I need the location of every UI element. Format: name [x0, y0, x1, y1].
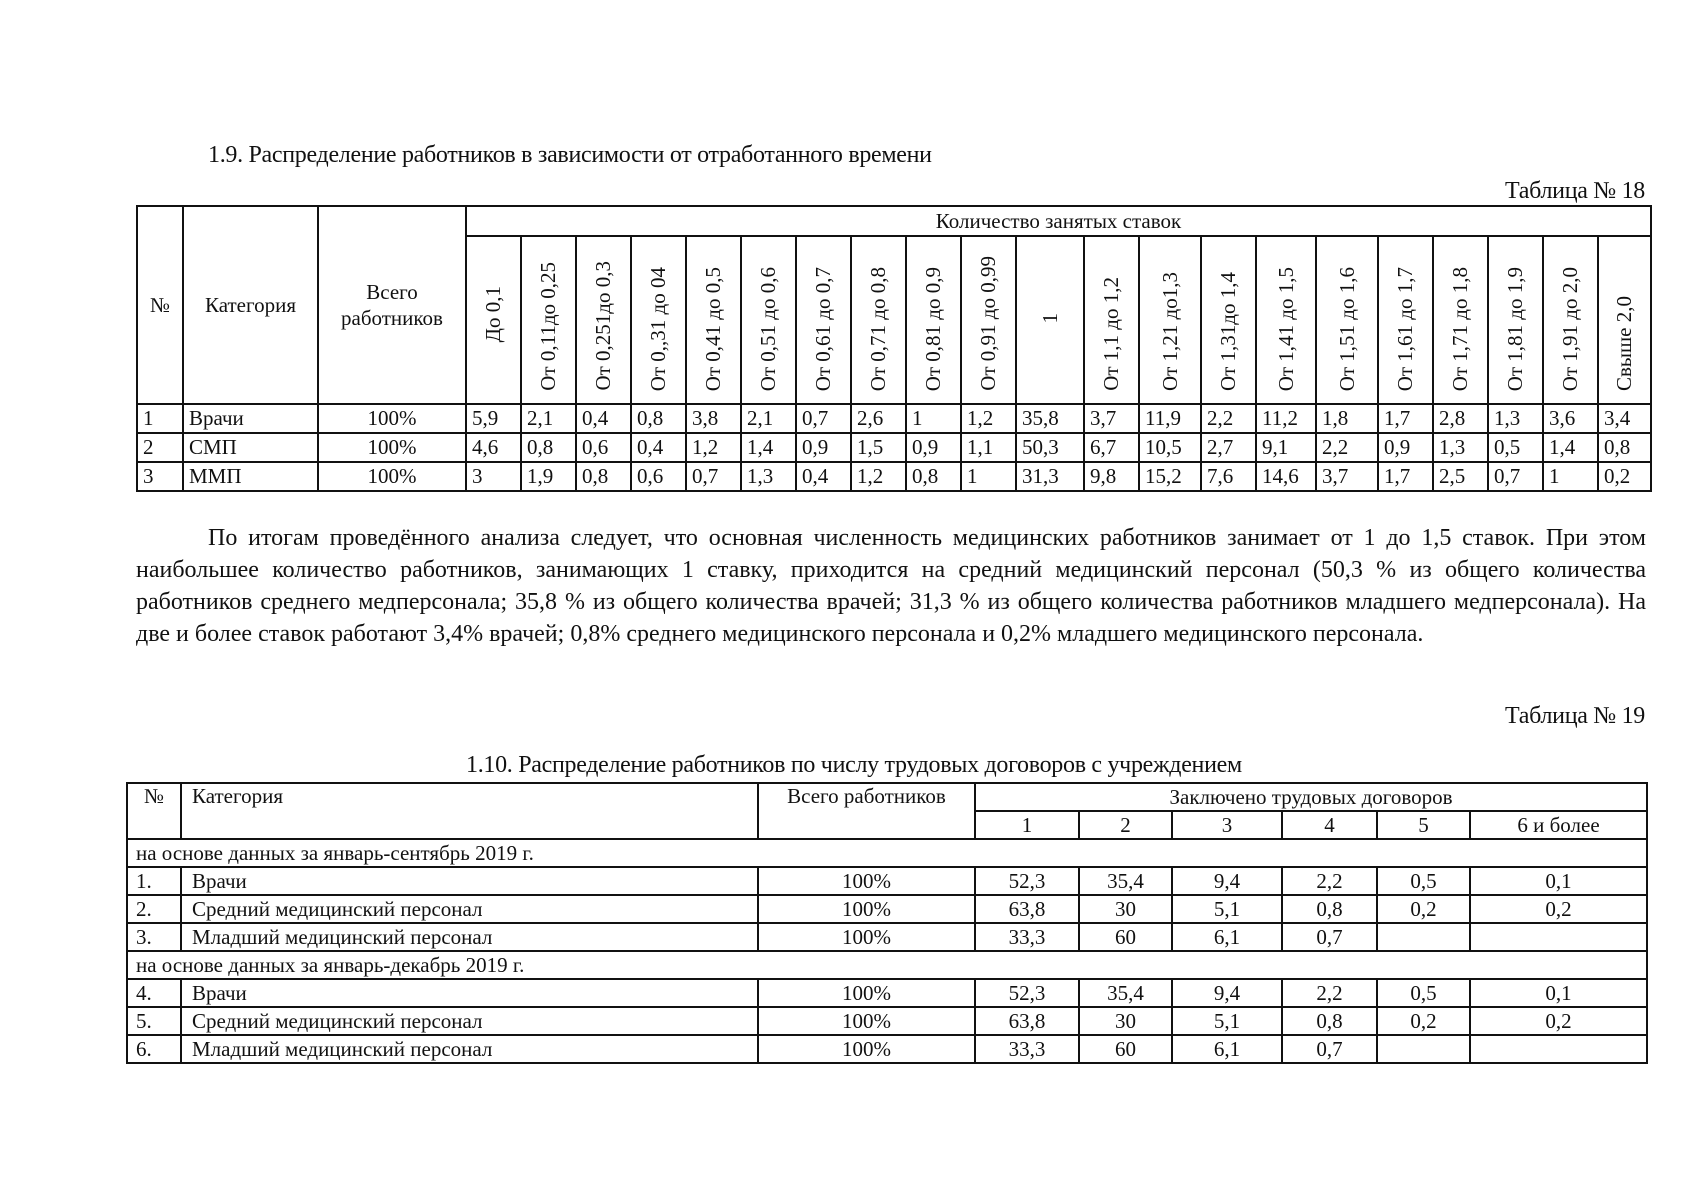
- t18-header-range: [1016, 236, 1084, 404]
- t18-header-range: [686, 236, 741, 404]
- t19-header-group: Заключено трудовых договоров: [975, 783, 1647, 811]
- t18-cell-value: 1,5: [851, 433, 906, 462]
- t19-cell-value: 9,4: [1172, 867, 1282, 895]
- t18-cell-value: 11,2: [1256, 404, 1316, 433]
- t18-cell-value: 5,9: [466, 404, 521, 433]
- t19-cell-value: [1470, 1035, 1647, 1063]
- table-row: [127, 923, 1647, 951]
- t19-cell-num: 4.: [127, 979, 181, 1007]
- t18-header-range-text: От 1,91 до 2,0: [1558, 266, 1582, 391]
- t18-cell-value: 0,8: [576, 462, 631, 491]
- t18-cell-value: 0,6: [631, 462, 686, 491]
- t18-cell-value: 3,7: [1084, 404, 1139, 433]
- t18-cell-value: 2,6: [851, 404, 906, 433]
- t19-cell-value: 52,3: [975, 979, 1079, 1007]
- t18-cell-value: 15,2: [1139, 462, 1201, 491]
- t18-cell-value: 2,8: [1433, 404, 1488, 433]
- t18-header-range-text: Свыше 2,0: [1612, 295, 1637, 391]
- t18-header-range: [466, 236, 521, 404]
- table-19: [126, 782, 1648, 1064]
- t18-header-range-text: От 0,91 до 0,99: [976, 256, 1000, 391]
- t19-header-col: 3: [1172, 811, 1282, 839]
- t18-header-total: [318, 206, 466, 404]
- t18-header-range-text: От 1,41 до 1,5: [1273, 266, 1298, 391]
- t18-cell-value: 1,7: [1378, 404, 1433, 433]
- t19-cell-value: 0,2: [1377, 895, 1470, 923]
- t18-cell-value: 1,4: [741, 433, 796, 462]
- t19-cell-value: 63,8: [975, 1007, 1079, 1035]
- section-1-9-title: 1.9. Распределение работников в зависимости от отработанного времени: [208, 142, 932, 168]
- t18-cell-value: 3,4: [1598, 404, 1651, 433]
- t18-header-range: [1598, 236, 1651, 404]
- t19-cell-value: 0,1: [1470, 979, 1647, 1007]
- t18-cell-value: 1,1: [961, 433, 1016, 462]
- t18-cell-total: 100%: [318, 462, 466, 491]
- t18-cell-num: 3: [137, 462, 183, 491]
- t18-cell-total: 100%: [318, 404, 466, 433]
- t18-header-range: [851, 236, 906, 404]
- t18-cell-value: 1,3: [741, 462, 796, 491]
- t18-header-range: [796, 236, 851, 404]
- table-row: [127, 979, 1647, 1007]
- t19-cell-category: Врачи: [181, 979, 758, 1007]
- t18-header-range-text: От 0,11до 0,25: [536, 262, 560, 391]
- t19-header-category: Категория: [181, 783, 758, 839]
- t19-cell-category: Средний медицинский персонал: [181, 895, 758, 923]
- t18-header-num: №: [137, 206, 183, 404]
- t18-cell-value: 0,2: [1598, 462, 1651, 491]
- t19-cell-value: 0,1: [1470, 867, 1647, 895]
- t18-header-range: [631, 236, 686, 404]
- t18-cell-total: 100%: [318, 433, 466, 462]
- t19-header-total: Всего работников: [758, 783, 975, 839]
- t19-cell-value: 0,7: [1282, 923, 1377, 951]
- t19-section-label: на основе данных за январь-сентябрь 2019 г.: [127, 839, 1647, 867]
- t19-cell-value: 0,5: [1377, 867, 1470, 895]
- t18-cell-value: 6,7: [1084, 433, 1139, 462]
- t18-header-range: [1256, 236, 1316, 404]
- t18-header-range-text: 1: [1037, 313, 1062, 324]
- analysis-text: По итогам проведённого анализа следует, что основная численность медицинских работников занимает от 1 до 1,5 ставок. При этом наибольшее количество работников, занимающих 1 ставку, приходится на средний медицинский персонал (50,3 % из общего количества работников среднего медперсонала; 35,8 % из общего количества врачей; 31,3 % из общего количества работников младшего медперсонала). На две и более ставок работают 3,4% врачей; 0,8% среднего медицинского персонала и 0,2% младшего медицинского персонала.: [136, 525, 1646, 647]
- t18-cell-value: 1,2: [851, 462, 906, 491]
- t19-cell-value: [1377, 1035, 1470, 1063]
- t18-header-range: [576, 236, 631, 404]
- t19-section-label: на основе данных за январь-декабрь 2019 г.: [127, 951, 1647, 979]
- t18-header-range: [1488, 236, 1543, 404]
- t18-cell-num: 1: [137, 404, 183, 433]
- section-row: [127, 839, 1647, 867]
- t18-cell-value: 2,1: [741, 404, 796, 433]
- t18-header-range: [906, 236, 961, 404]
- t18-header-category: Категория: [183, 206, 318, 404]
- t19-cell-total: 100%: [758, 923, 975, 951]
- t19-cell-value: 63,8: [975, 895, 1079, 923]
- t19-cell-category: Младший медицинский персонал: [181, 923, 758, 951]
- table-row: [127, 1035, 1647, 1063]
- t18-cell-value: 1: [961, 462, 1016, 491]
- t18-cell-value: 2,7: [1201, 433, 1256, 462]
- t18-header-group: Количество занятых ставок: [466, 206, 1651, 236]
- t18-cell-value: 0,7: [1488, 462, 1543, 491]
- t18-cell-value: 10,5: [1139, 433, 1201, 462]
- t19-cell-num: 2.: [127, 895, 181, 923]
- t18-cell-value: 1,3: [1488, 404, 1543, 433]
- t18-cell-num: 2: [137, 433, 183, 462]
- t18-cell-value: 50,3: [1016, 433, 1084, 462]
- t19-cell-total: 100%: [758, 867, 975, 895]
- t18-cell-value: 35,8: [1016, 404, 1084, 433]
- t19-cell-value: 0,2: [1470, 895, 1647, 923]
- t18-cell-value: 1,2: [686, 433, 741, 462]
- t18-cell-value: 0,8: [1598, 433, 1651, 462]
- t18-cell-value: 4,6: [466, 433, 521, 462]
- t18-cell-value: 0,8: [906, 462, 961, 491]
- t18-cell-value: 0,8: [521, 433, 576, 462]
- t19-header-col: 2: [1079, 811, 1172, 839]
- t18-cell-value: 7,6: [1201, 462, 1256, 491]
- t18-cell-value: 1: [1543, 462, 1598, 491]
- table-18-label: Таблица № 18: [1505, 178, 1645, 204]
- t19-cell-value: 0,8: [1282, 1007, 1377, 1035]
- t18-cell-value: 0,8: [631, 404, 686, 433]
- t18-header-range: [1139, 236, 1201, 404]
- t18-cell-value: 11,9: [1139, 404, 1201, 433]
- t19-cell-value: 30: [1079, 1007, 1172, 1035]
- table-row: [137, 404, 1651, 433]
- t18-cell-value: 1,8: [1316, 404, 1378, 433]
- t19-cell-value: 9,4: [1172, 979, 1282, 1007]
- t19-cell-category: Средний медицинский персонал: [181, 1007, 758, 1035]
- t19-cell-value: 5,1: [1172, 1007, 1282, 1035]
- t18-cell-value: 3,8: [686, 404, 741, 433]
- t18-cell-value: 0,5: [1488, 433, 1543, 462]
- t18-header-range-text: От 1,51 до 1,6: [1334, 266, 1359, 391]
- analysis-paragraph: [136, 522, 1646, 650]
- table-row: [127, 895, 1647, 923]
- t18-header-range-text: От 0,81 до 0,9: [921, 266, 945, 391]
- t18-header-range: [1378, 236, 1433, 404]
- t18-cell-value: 0,9: [906, 433, 961, 462]
- t18-cell-value: 3,6: [1543, 404, 1598, 433]
- t19-cell-value: 2,2: [1282, 867, 1377, 895]
- t18-header-range: [961, 236, 1016, 404]
- t19-cell-total: 100%: [758, 895, 975, 923]
- t18-cell-category: ММП: [183, 462, 318, 491]
- t18-cell-value: 0,9: [796, 433, 851, 462]
- t18-header-range-text: От 0,71 до 0,8: [866, 266, 890, 391]
- t18-header-range-text: От 0,,31 до 04: [646, 266, 670, 391]
- t19-cell-value: 30: [1079, 895, 1172, 923]
- t18-cell-value: 0,4: [796, 462, 851, 491]
- t19-header-col: 1: [975, 811, 1079, 839]
- t18-header-range: [1433, 236, 1488, 404]
- t19-header-col: 4: [1282, 811, 1377, 839]
- t18-cell-value: 2,2: [1201, 404, 1256, 433]
- t18-cell-value: 9,8: [1084, 462, 1139, 491]
- t18-cell-value: 0,7: [796, 404, 851, 433]
- t19-cell-value: 33,3: [975, 1035, 1079, 1063]
- t19-cell-value: 52,3: [975, 867, 1079, 895]
- t18-header-range: [741, 236, 796, 404]
- t19-cell-value: 0,5: [1377, 979, 1470, 1007]
- t19-header-col: 5: [1377, 811, 1470, 839]
- t19-cell-value: 0,7: [1282, 1035, 1377, 1063]
- t18-cell-value: 0,4: [631, 433, 686, 462]
- t18-cell-value: 1,7: [1378, 462, 1433, 491]
- table-row: [127, 867, 1647, 895]
- t18-header-range-text: От 1,21 до1,3: [1157, 271, 1182, 391]
- t19-cell-value: 60: [1079, 923, 1172, 951]
- table-18: [136, 205, 1652, 492]
- table-19-label: Таблица № 19: [1505, 703, 1645, 729]
- t18-cell-value: 1: [906, 404, 961, 433]
- t19-cell-value: 0,2: [1470, 1007, 1647, 1035]
- t18-cell-value: 2,1: [521, 404, 576, 433]
- t19-cell-value: 2,2: [1282, 979, 1377, 1007]
- t19-cell-value: 6,1: [1172, 923, 1282, 951]
- t18-header-range-text: От 0,41 до 0,5: [701, 266, 725, 391]
- t18-header-range-text: От 0,251до 0,3: [591, 261, 615, 391]
- t18-header-range: [521, 236, 576, 404]
- t18-header-range-text: До 0,1: [481, 285, 505, 343]
- t18-header-range-text: От 0,61 до 0,7: [811, 266, 835, 391]
- t18-header-range-text: От 0,51 до 0,6: [756, 266, 780, 391]
- section-1-10-title: 1.10. Распределение работников по числу трудовых договоров с учреждением: [466, 752, 1242, 778]
- t18-cell-value: 1,9: [521, 462, 576, 491]
- t19-cell-category: Младший медицинский персонал: [181, 1035, 758, 1063]
- t19-header-num: №: [127, 783, 181, 839]
- t19-cell-num: 1.: [127, 867, 181, 895]
- t19-cell-value: 5,1: [1172, 895, 1282, 923]
- t18-header-range-text: От 1,31до 1,4: [1216, 271, 1240, 391]
- t18-header-range: [1543, 236, 1598, 404]
- t19-cell-value: 35,4: [1079, 867, 1172, 895]
- t19-cell-total: 100%: [758, 1035, 975, 1063]
- t18-cell-value: 0,6: [576, 433, 631, 462]
- t19-cell-category: Врачи: [181, 867, 758, 895]
- t18-header-total-text: Всего работников: [341, 280, 443, 330]
- t19-cell-num: 6.: [127, 1035, 181, 1063]
- t18-cell-value: 9,1: [1256, 433, 1316, 462]
- table-row: [127, 1007, 1647, 1035]
- t18-header-range-text: От 1,81 до 1,9: [1503, 266, 1527, 391]
- t18-cell-value: 0,4: [576, 404, 631, 433]
- t19-cell-value: 0,2: [1377, 1007, 1470, 1035]
- t18-header-range: [1084, 236, 1139, 404]
- t19-cell-value: 33,3: [975, 923, 1079, 951]
- t19-cell-value: 0,8: [1282, 895, 1377, 923]
- section-row: [127, 951, 1647, 979]
- t18-cell-value: 0,7: [686, 462, 741, 491]
- t18-cell-value: 31,3: [1016, 462, 1084, 491]
- t19-cell-num: 3.: [127, 923, 181, 951]
- t19-cell-value: [1470, 923, 1647, 951]
- t19-cell-num: 5.: [127, 1007, 181, 1035]
- t18-cell-value: 2,2: [1316, 433, 1378, 462]
- t19-cell-value: [1377, 923, 1470, 951]
- t18-header-range: [1316, 236, 1378, 404]
- table-row: [137, 433, 1651, 462]
- t18-cell-value: 0,9: [1378, 433, 1433, 462]
- t18-header-range-text: От 1,61 до 1,7: [1393, 266, 1417, 391]
- t18-cell-category: СМП: [183, 433, 318, 462]
- t18-header-range-text: От 1,1 до 1,2: [1099, 277, 1123, 391]
- t19-cell-total: 100%: [758, 1007, 975, 1035]
- t18-cell-value: 3,7: [1316, 462, 1378, 491]
- t18-cell-value: 3: [466, 462, 521, 491]
- t18-cell-value: 1,2: [961, 404, 1016, 433]
- t18-cell-value: 1,4: [1543, 433, 1598, 462]
- t19-cell-value: 60: [1079, 1035, 1172, 1063]
- t19-cell-value: 35,4: [1079, 979, 1172, 1007]
- table-row: [137, 462, 1651, 491]
- t19-header-col: 6 и более: [1470, 811, 1647, 839]
- t18-header-range: [1201, 236, 1256, 404]
- t19-cell-value: 6,1: [1172, 1035, 1282, 1063]
- t18-header-range-text: От 1,71 до 1,8: [1448, 266, 1472, 391]
- t18-cell-category: Врачи: [183, 404, 318, 433]
- t18-cell-value: 2,5: [1433, 462, 1488, 491]
- t18-cell-value: 14,6: [1256, 462, 1316, 491]
- t19-cell-total: 100%: [758, 979, 975, 1007]
- t18-cell-value: 1,3: [1433, 433, 1488, 462]
